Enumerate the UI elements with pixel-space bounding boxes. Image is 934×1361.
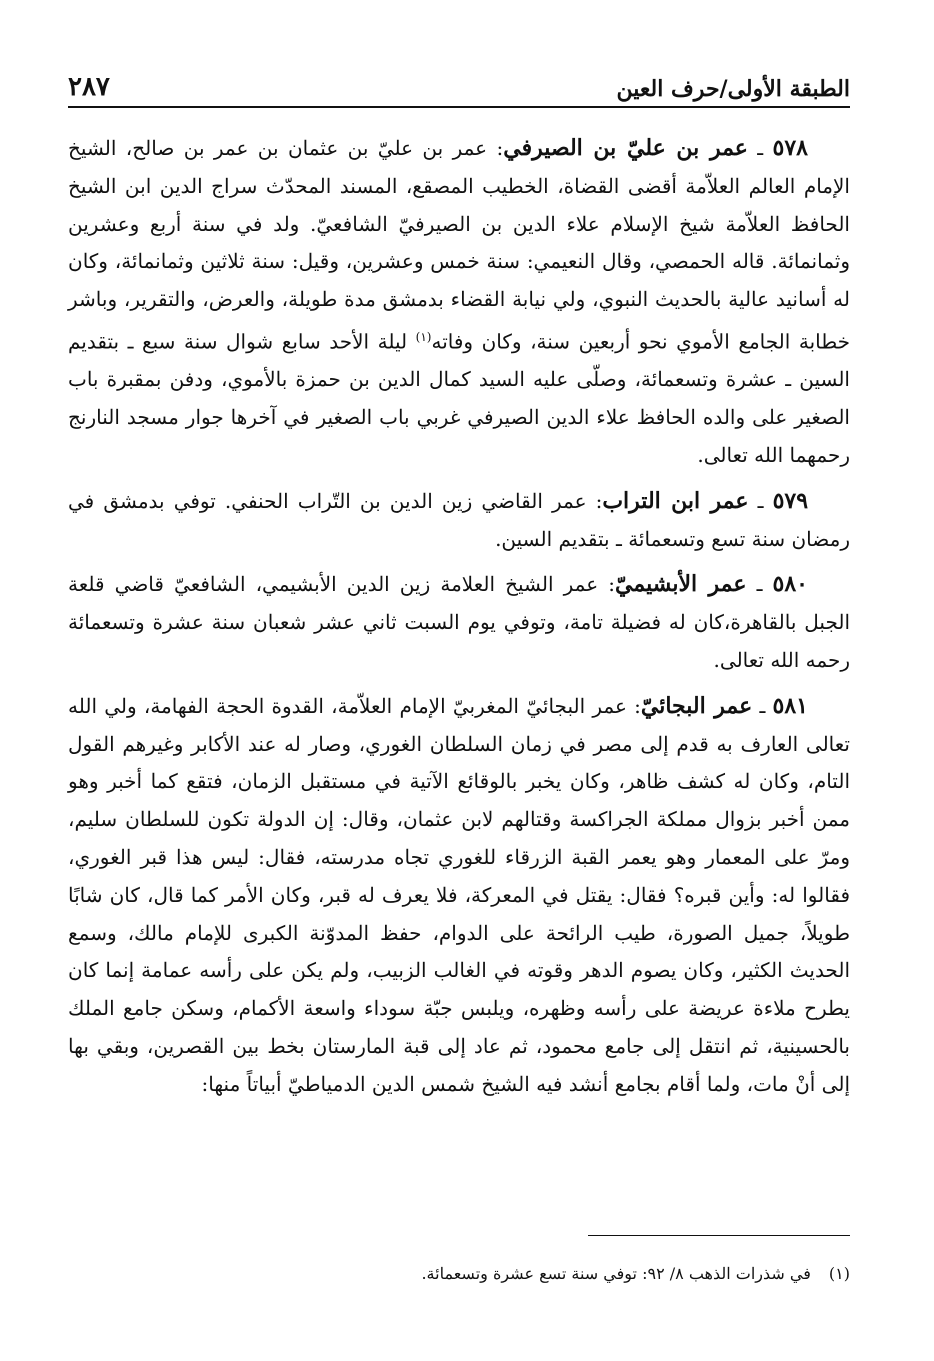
footnote-mark: (١): [828, 1264, 850, 1283]
footnote-reference: (١): [415, 329, 432, 344]
footnote-divider: [588, 1235, 850, 1236]
entry-578: ٥٧٨ ـ عمر بن عليّ بن الصيرفي: عمر بن عليّ بن عثمان بن عمر بن صالح، الشيخ الإمام العالم العلاّمة أقضى القضاة، الخطيب المصقع، المسند المحدّث سراج الدين ابن الشيخ الحافظ العلاّمة شيخ الإسلام علاء الدين بن الصيرفيّ الشافعيّ. ولد في سنة أربع وعشرين وثمانمائة. قاله الحمصي، وقال النعيمي: سنة خمس وعشرين، وقيل: سنة ثلاثين وثمانمائة، وكان له أسانيد عالية بالحديث النبوي، ولي نيابة القضاء بدمشق مدة طويلة، والعرض، والتقرير، وباشر خطابة الجامع الأموي نحو أربعين سنة، وكان وفاته$^{(١)}$ ليلة الأحد سابع شوال سنة سبع ـ بتقديم السين ـ عشرة وتسعمائة، وصلّى عليه السيد كمال الدين بن حمزة بالأموي، ودفن بمقبرة باب الصغير على والده الحافظ علاء الدين الصيرفي غربي باب الصغير في آخرها جوار مسجد النارنج رحمهما الله تعالى.: [68, 135, 851, 468]
page-body: [68, 130, 850, 1112]
entry-text-continued: ليلة الأحد سابع شوال سنة سبع ـ بتقديم السين ـ عشرة وتسعمائة، وصلّى عليه السيد كمال الدين بن حمزة بالأموي، ودفن بمقبرة باب الصغير على والده الحافظ علاء الدين الصيرفي غربي باب الصغير في آخرها جوار مسجد النارنج رحمهما الله تعالى.: [68, 329, 850, 468]
entry-text: عمر الشيخ العلامة زين الدين الأبشيمي، الشافعيّ قاضي قلعة الجبل بالقاهرة،كان له فضيلة تامة، وتوفي يوم السبت ثاني عشر شعبان سنة عشرة وتسعمائة رحمه الله تعالى.: [68, 572, 850, 673]
footnote: [68, 1262, 850, 1286]
entry-name: عمر الأبشيميّ: [615, 571, 747, 598]
entry-name: عمر البجائيّ: [640, 692, 753, 719]
entry-579: ٥٧٩ ـ عمر ابن التراب: عمر القاضي زين الدين بن التّراب الحنفي. توفي بدمشق في رمضان سنة تسع وتسعمائة ـ بتقديم السين.: [68, 487, 850, 551]
entry-name: عمر ابن التراب: [602, 487, 749, 514]
entry-number: ٥٨١: [772, 692, 808, 719]
entry-number: ٥٨٠: [772, 571, 808, 598]
entry-580: ٥٨٠ ـ عمر الأبشيميّ: عمر الشيخ العلامة زين الدين الأبشيمي، الشافعيّ قاضي قلعة الجبل بالقاهرة،كان له فضيلة تامة، وتوفي يوم السبت ثاني عشر شعبان سنة عشرة وتسعمائة رحمه الله تعالى.: [68, 571, 850, 673]
entry-text: عمر بن عليّ بن عثمان بن عمر بن صالح، الشيخ الإمام العالم العلاّمة أقضى القضاة، الخطيب المصقع، المسند المحدّث سراج الدين ابن الشيخ الحافظ العلاّمة شيخ الإسلام علاء الدين بن الصيرفيّ الشافعيّ. ولد في سنة أربع وعشرين وثمانمائة. قاله الحمصي، وقال النعيمي: سنة خمس وعشرين، وقيل: سنة ثلاثين وثمانمائة، وكان له أسانيد عالية بالحديث النبوي، ولي نيابة القضاء بدمشق مدة طويلة، والعرض، والتقرير، وباشر خطابة الجامع الأموي نحو أربعين سنة، وكان وفاته: [68, 136, 851, 354]
entry-number: ٥٧٨: [772, 135, 808, 161]
page-header: [68, 58, 850, 108]
entry-name: عمر بن عليّ بن الصيرفي: [503, 135, 748, 161]
entry-581: ٥٨١ ـ عمر البجائيّ: عمر البجائيّ المغربيّ الإمام العلاّمة، القدوة الحجة الفهامة، ولي الله تعالى العارف به قدم إلى مصر في زمان السلطان الغوري، وصار له عند الأكابر وغيرهم القول التام، وكان له كشف ظاهر، وكان يخبر بالوقائع الآتية في مستقبل الزمان، فتقع كما أخبر وهو ممن أخبر بزوال مملكة الجراكسة وقتالهم لابن عثمان، وقال: إن الدولة تكون للسلطان سليم، ومرّ على المعمار وهو يعمر القبة الزرقاء للغوري تجاه مدرسته، فقال: ليس هذا قبر الغوري، فقالوا له: وأين قبره؟ فقال: يقتل في المعركة، فلا يعرف له قبر، وكان الأمر كما قال، كان شابًا طويلاً، جميل الصورة، طيب الرائحة على الدوام، حفظ المدوّنة الكبرى للإمام مالك، وسمع الحديث الكثير، وكان يصوم الدهر وقوته في الغالب الزبيب، ولم يكن على رأسه عمامة إنما كان يطرح ملاءة عريضة على رأسه وظهره، ويلبس جبّة سوداء واسعة الأكمام، وسكن جامع الملك بالحسينية، ثم انتقل إلى جامع محمود، ثم عاد إلى قبة المارستان بخط بين القصرين، وبقي بها إلى أنْ مات، ولما أقام بجامع أنشد فيه الشيخ شمس الدين الدمياطيّ أبياتاً منها:: [68, 692, 851, 1096]
entry-number: ٥٧٩: [772, 487, 809, 514]
entry-text: عمر البجائيّ المغربيّ الإمام العلاّمة، القدوة الحجة الفهامة، ولي الله تعالى العارف به قدم إلى مصر في زمان السلطان الغوري، وصار له عند الأكابر وغيرهم القول التام، وكان له كشف ظاهر، وكان يخبر بالوقائع الآتية في مستقبل الزمان، فتقع كما أخبر وهو ممن أخبر بزوال مملكة الجراكسة وقتالهم لابن عثمان، وقال: إن الدولة تكون للسلطان سليم، ومرّ على المعمار وهو يعمر القبة الزرقاء للغوري تجاه مدرسته، فقال: ليس هذا قبر الغوري، فقالوا له: وأين قبره؟ فقال: يقتل في المعركة، فلا يعرف له قبر، وكان الأمر كما قال، كان شابًا طويلاً، جميل الصورة، طيب الرائحة على الدوام، حفظ المدوّنة الكبرى للإمام مالك، وسمع الحديث الكثير، وكان يصوم الدهر وقوته في الغالب الزبيب، ولم يكن على رأسه عمامة إنما كان يطرح ملاءة عريضة على رأسه وظهره، ويلبس جبّة سوداء واسعة الأكمام، وسكن جامع الملك بالحسينية، ثم انتقل إلى جامع محمود، ثم عاد إلى قبة المارستان بخط بين القصرين، وبقي بها إلى أنْ مات، ولما أقام بجامع أنشد فيه الشيخ شمس الدين الدمياطيّ أبياتاً منها:: [68, 693, 851, 1096]
page-number: ٢٨٧: [68, 72, 110, 102]
entry-text: عمر القاضي زين الدين بن التّراب الحنفي. توفي بدمشق في رمضان سنة تسع وتسعمائة ـ بتقديم السين.: [68, 488, 850, 551]
footnote-text: في شذرات الذهب ٨/ ٩٢: توفي سنة تسع عشرة وتسعمائة.: [421, 1264, 811, 1283]
running-title: الطبقة الأولى/حرف العين: [616, 76, 850, 102]
